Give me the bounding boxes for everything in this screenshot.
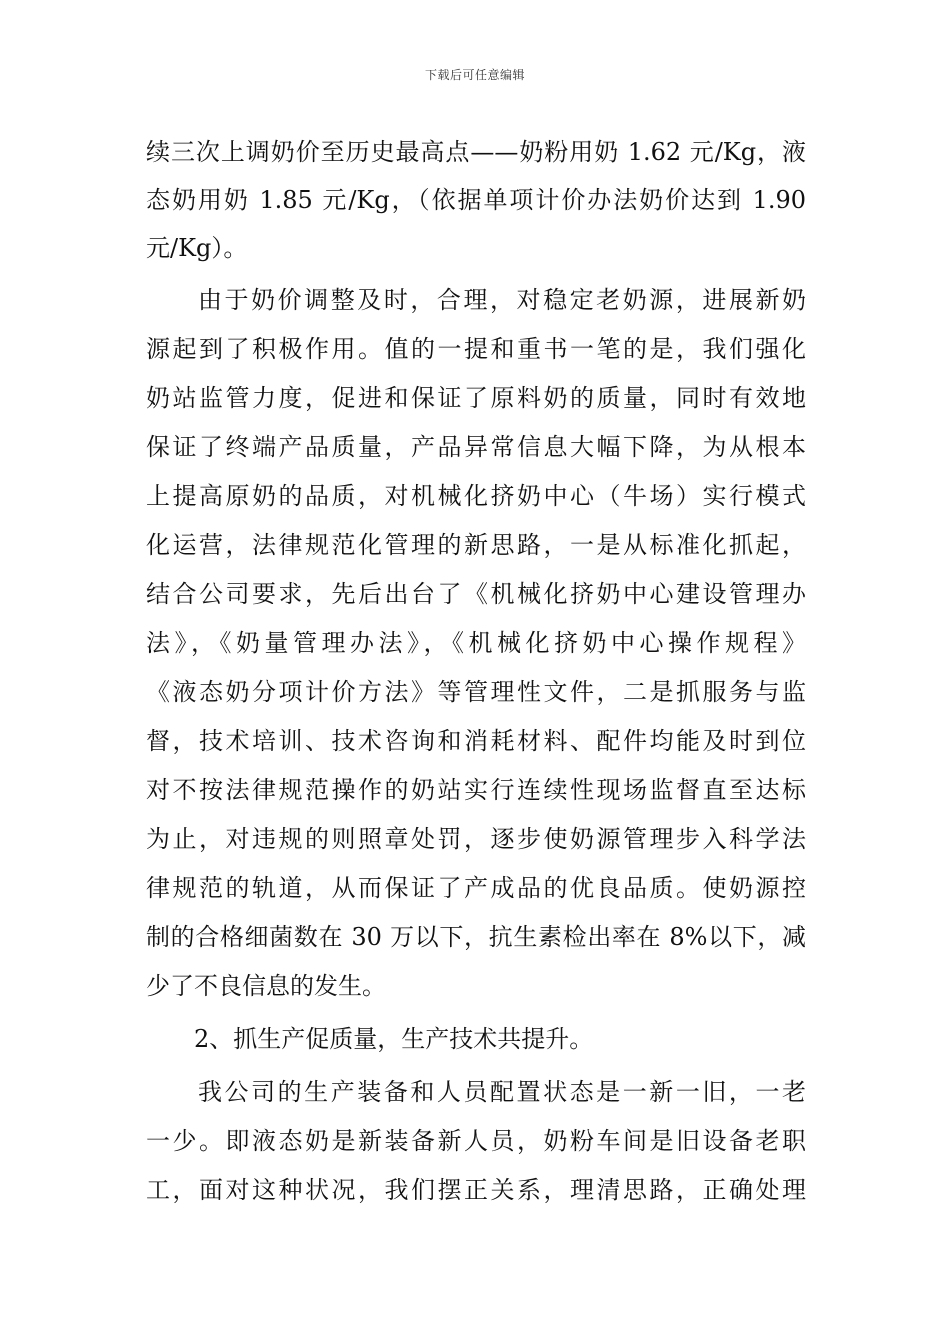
text-line bbox=[146, 530, 806, 560]
text-line-content: 奶站监管力度，促进和保证了原料奶的质量，同时有效地 bbox=[146, 384, 806, 412]
section-heading bbox=[194, 1024, 593, 1054]
text-line bbox=[146, 481, 806, 511]
text-line bbox=[198, 285, 806, 315]
text-line-content: 保证了终端产品质量，产品异常信息大幅下降，为从根本 bbox=[146, 433, 806, 461]
text-line-content: 态奶用奶 1.85 元/Kg，（依据单项计价办法奶价达到 1.90 bbox=[146, 186, 806, 214]
text-line bbox=[146, 432, 806, 462]
text-line-content: 元/Kg）。 bbox=[146, 234, 248, 262]
text-line bbox=[146, 677, 806, 707]
text-line-content: 我公司的生产装备和人员配置状态是一新一旧，一老 bbox=[198, 1078, 806, 1106]
page-header: 下载后可任意编辑 bbox=[424, 68, 525, 82]
text-line bbox=[146, 824, 806, 854]
text-line-content: 为止，对违规的则照章处罚，逐步使奶源管理步入科学法 bbox=[146, 825, 806, 853]
text-line bbox=[146, 185, 806, 215]
text-line bbox=[146, 726, 806, 756]
text-line-content: 督，技术培训、技术咨询和消耗材料、配件均能及时到位 bbox=[146, 727, 806, 755]
text-line bbox=[146, 628, 806, 658]
text-line bbox=[146, 334, 806, 364]
text-line-content: 一少。即液态奶是新装备新人员，奶粉车间是旧设备老职 bbox=[146, 1127, 806, 1155]
text-line bbox=[146, 579, 806, 609]
text-line-content: 对不按法律规范操作的奶站实行连续性现场监督直至达标 bbox=[146, 776, 806, 804]
text-line-content: 法》，《奶量管理办法》，《机械化挤奶中心操作规程》 bbox=[146, 629, 806, 657]
text-line bbox=[198, 1077, 806, 1107]
text-line bbox=[146, 1175, 806, 1205]
text-line-content: 少了不良信息的发生。 bbox=[146, 972, 386, 1000]
text-line bbox=[146, 873, 806, 903]
text-line-content: 化运营，法律规范化管理的新思路，一是从标准化抓起， bbox=[146, 531, 806, 559]
text-line-content: 续三次上调奶价至历史最高点——奶粉用奶 1.62 元/Kg，液 bbox=[146, 138, 806, 166]
text-line-content: 源起到了积极作用。值的一提和重书一笔的是，我们强化 bbox=[146, 335, 806, 363]
text-line bbox=[146, 971, 386, 1001]
text-line bbox=[146, 1126, 806, 1156]
text-line bbox=[146, 137, 806, 167]
text-line-content: 2、抓生产促质量，生产技术共提升。 bbox=[194, 1025, 594, 1053]
text-line bbox=[146, 775, 806, 805]
text-line-content: 制的合格细菌数在 30 万以下，抗生素检出率在 8%以下，减 bbox=[146, 923, 806, 951]
text-line-content: 工，面对这种状况，我们摆正关系，理清思路，正确处理 bbox=[146, 1176, 806, 1204]
text-line bbox=[146, 383, 806, 413]
text-line-content: 由于奶价调整及时，合理，对稳定老奶源，进展新奶 bbox=[198, 286, 806, 314]
text-line-content: 上提高原奶的品质，对机械化挤奶中心（牛场）实行模式 bbox=[146, 482, 806, 510]
text-line bbox=[146, 922, 806, 952]
text-line-content: 《液态奶分项计价方法》等管理性文件，二是抓服务与监 bbox=[146, 678, 806, 706]
text-line-content: 结合公司要求，先后出台了《机械化挤奶中心建设管理办 bbox=[146, 580, 806, 608]
text-line-content: 律规范的轨道，从而保证了产成品的优良品质。使奶源控 bbox=[146, 874, 806, 902]
text-line bbox=[146, 233, 247, 263]
